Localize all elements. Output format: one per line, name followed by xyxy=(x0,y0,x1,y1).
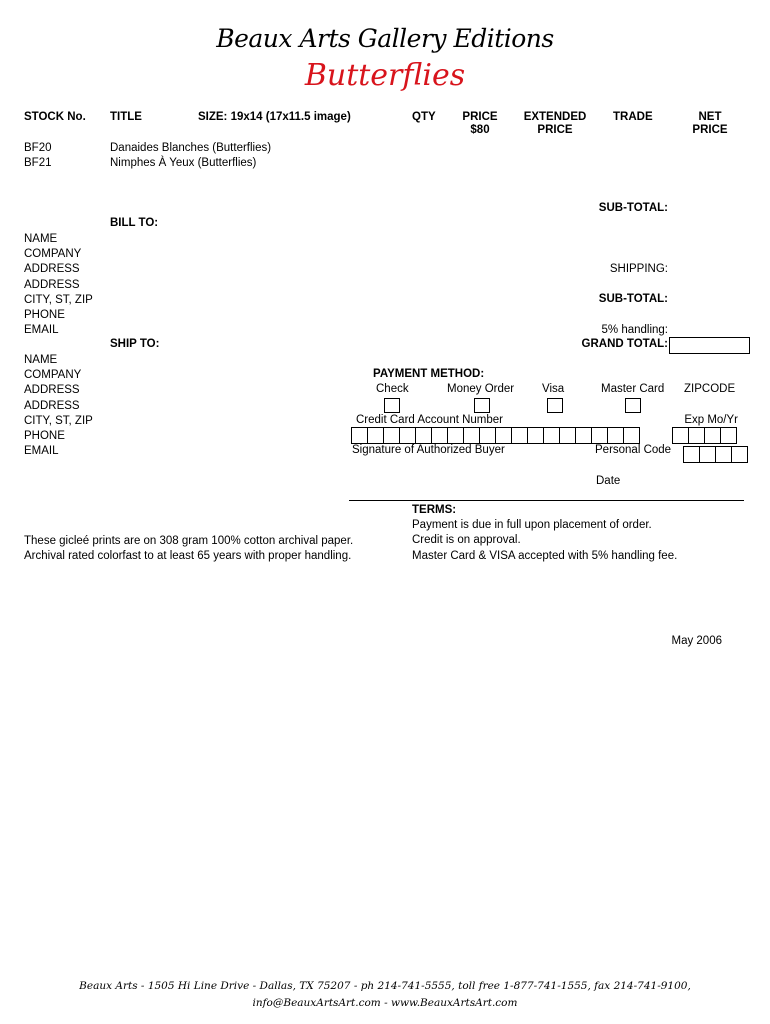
ship-field-company: COMPANY xyxy=(24,369,82,382)
ship-to-label: SHIP TO: xyxy=(110,338,160,350)
item-title: Nimphes À Yeux (Butterflies) xyxy=(110,157,257,170)
ship-field-email: EMAIL xyxy=(24,445,59,458)
terms-line: Payment is due in full upon placement of order. xyxy=(412,519,652,532)
col-stock: STOCK No. xyxy=(24,111,86,123)
item-stock: BF21 xyxy=(24,157,52,170)
money-order-checkbox[interactable] xyxy=(474,398,490,413)
bill-to-label: BILL TO: xyxy=(110,217,159,229)
exp-digit-cell[interactable] xyxy=(704,427,721,444)
paper-note-line: These gicleé prints are on 308 gram 100% cotton archival paper. xyxy=(24,535,354,547)
check-checkbox[interactable] xyxy=(384,398,400,413)
date-label: Date xyxy=(596,475,621,487)
account-digit-cell[interactable] xyxy=(559,427,576,444)
ship-to-fields xyxy=(24,353,93,459)
bill-field-email: EMAIL xyxy=(24,324,59,337)
ship-field-name: NAME xyxy=(24,354,58,366)
account-digit-cell[interactable] xyxy=(367,427,384,444)
terms-block xyxy=(412,503,677,564)
col-extended-line2: PRICE xyxy=(537,124,573,136)
col-extended xyxy=(515,111,595,136)
col-price xyxy=(450,111,510,136)
visa-checkbox[interactable] xyxy=(547,398,563,413)
account-digit-cell[interactable] xyxy=(495,427,512,444)
subtotal-2-label: SUB-TOTAL: xyxy=(598,293,668,305)
code-digit-cell[interactable] xyxy=(683,446,700,463)
signature-label: Signature of Authorized Buyer xyxy=(352,444,505,456)
account-digit-cell[interactable] xyxy=(431,427,448,444)
account-digit-cell[interactable] xyxy=(479,427,496,444)
code-digit-cell[interactable] xyxy=(715,446,732,463)
ship-field-city: CITY, ST, ZIP xyxy=(24,414,93,427)
account-digit-cell[interactable] xyxy=(543,427,560,444)
account-digit-cell[interactable] xyxy=(511,427,528,444)
col-size: SIZE: 19x14 (17x11.5 image) xyxy=(198,111,351,123)
grand-total-label: GRAND TOTAL: xyxy=(581,338,668,350)
money-order-label: Money Order xyxy=(447,383,515,395)
bill-field-address2: ADDRESS xyxy=(24,278,80,291)
paper-note xyxy=(24,534,353,564)
shipping-label: SHIPPING: xyxy=(609,263,668,275)
code-digit-cell[interactable] xyxy=(731,446,748,463)
bill-to-fields xyxy=(24,232,93,338)
check-label: Check xyxy=(376,383,409,395)
col-price-label: PRICE xyxy=(462,111,498,123)
bill-field-company: COMPANY xyxy=(24,248,82,261)
master-card-label: Master Card xyxy=(601,383,665,395)
account-digit-cell[interactable] xyxy=(623,427,640,444)
item-stock: BF20 xyxy=(24,142,52,154)
account-digit-cell[interactable] xyxy=(447,427,464,444)
col-price-value: $80 xyxy=(470,124,490,136)
account-digit-cell[interactable] xyxy=(607,427,624,444)
brand-title: Beaux Arts Gallery Editions xyxy=(216,24,554,53)
bill-field-name: NAME xyxy=(24,233,58,245)
personal-code-label: Personal Code xyxy=(595,444,672,456)
ship-field-address: ADDRESS xyxy=(24,384,80,397)
account-digit-cell[interactable] xyxy=(399,427,416,444)
bill-field-phone: PHONE xyxy=(24,309,65,322)
edition-date: May 2006 xyxy=(671,635,722,647)
subtotal-1-label: SUB-TOTAL: xyxy=(598,202,668,214)
zipcode-label: ZIPCODE xyxy=(684,383,736,395)
exp-digit-cell[interactable] xyxy=(720,427,737,444)
code-digit-cell[interactable] xyxy=(699,446,716,463)
col-title: TITLE xyxy=(110,111,142,123)
personal-code-cells[interactable] xyxy=(683,446,747,463)
col-net-line2: PRICE xyxy=(692,124,728,136)
visa-label: Visa xyxy=(542,383,565,395)
account-digit-cell[interactable] xyxy=(575,427,592,444)
footer-address: Beaux Arts - 1505 Hi Line Drive - Dallas, TX 75207 - ph 214-741-5555, toll free 1-877-741-1555, fax 214-741-9100, xyxy=(79,980,691,992)
handling-label: 5% handling: xyxy=(601,324,668,336)
account-digit-cell[interactable] xyxy=(415,427,432,444)
col-trade: TRADE xyxy=(613,111,653,123)
bill-field-address: ADDRESS xyxy=(24,263,80,276)
ship-field-address2: ADDRESS xyxy=(24,399,80,412)
account-digit-cell[interactable] xyxy=(351,427,368,444)
collection-title: Butterflies xyxy=(304,58,466,93)
col-qty: QTY xyxy=(412,111,436,123)
terms-line: Master Card & VISA accepted with 5% handling fee. xyxy=(412,549,678,562)
account-number-label: Credit Card Account Number xyxy=(356,414,504,426)
signature-line xyxy=(349,500,744,501)
grand-total-field[interactable] xyxy=(669,337,750,354)
item-title: Danaides Blanches (Butterflies) xyxy=(110,142,272,154)
paper-note-line: Archival rated colorfast to at least 65 years with proper handling. xyxy=(24,550,352,563)
exp-digit-cell[interactable] xyxy=(688,427,705,444)
exp-label: Exp Mo/Yr xyxy=(684,414,738,426)
terms-heading: TERMS: xyxy=(412,504,457,516)
bill-field-city: CITY, ST, ZIP xyxy=(24,293,93,306)
payment-heading: PAYMENT METHOD: xyxy=(373,368,485,380)
col-extended-line1: EXTENDED xyxy=(523,111,587,123)
col-net-line1: NET xyxy=(698,111,722,123)
item-title-list xyxy=(110,141,271,171)
ship-field-phone: PHONE xyxy=(24,430,65,443)
account-digit-cell[interactable] xyxy=(591,427,608,444)
account-digit-cell[interactable] xyxy=(383,427,400,444)
terms-line: Credit is on approval. xyxy=(412,534,521,547)
exp-cells[interactable] xyxy=(672,427,736,444)
exp-digit-cell[interactable] xyxy=(672,427,689,444)
footer-contact: info@BeauxArtsArt.com - www.BeauxArtsArt.com xyxy=(252,997,518,1009)
account-number-cells[interactable] xyxy=(351,427,639,444)
item-stock-list xyxy=(24,141,52,171)
master-card-checkbox[interactable] xyxy=(625,398,641,413)
account-digit-cell[interactable] xyxy=(527,427,544,444)
col-net xyxy=(680,111,740,136)
account-digit-cell[interactable] xyxy=(463,427,480,444)
